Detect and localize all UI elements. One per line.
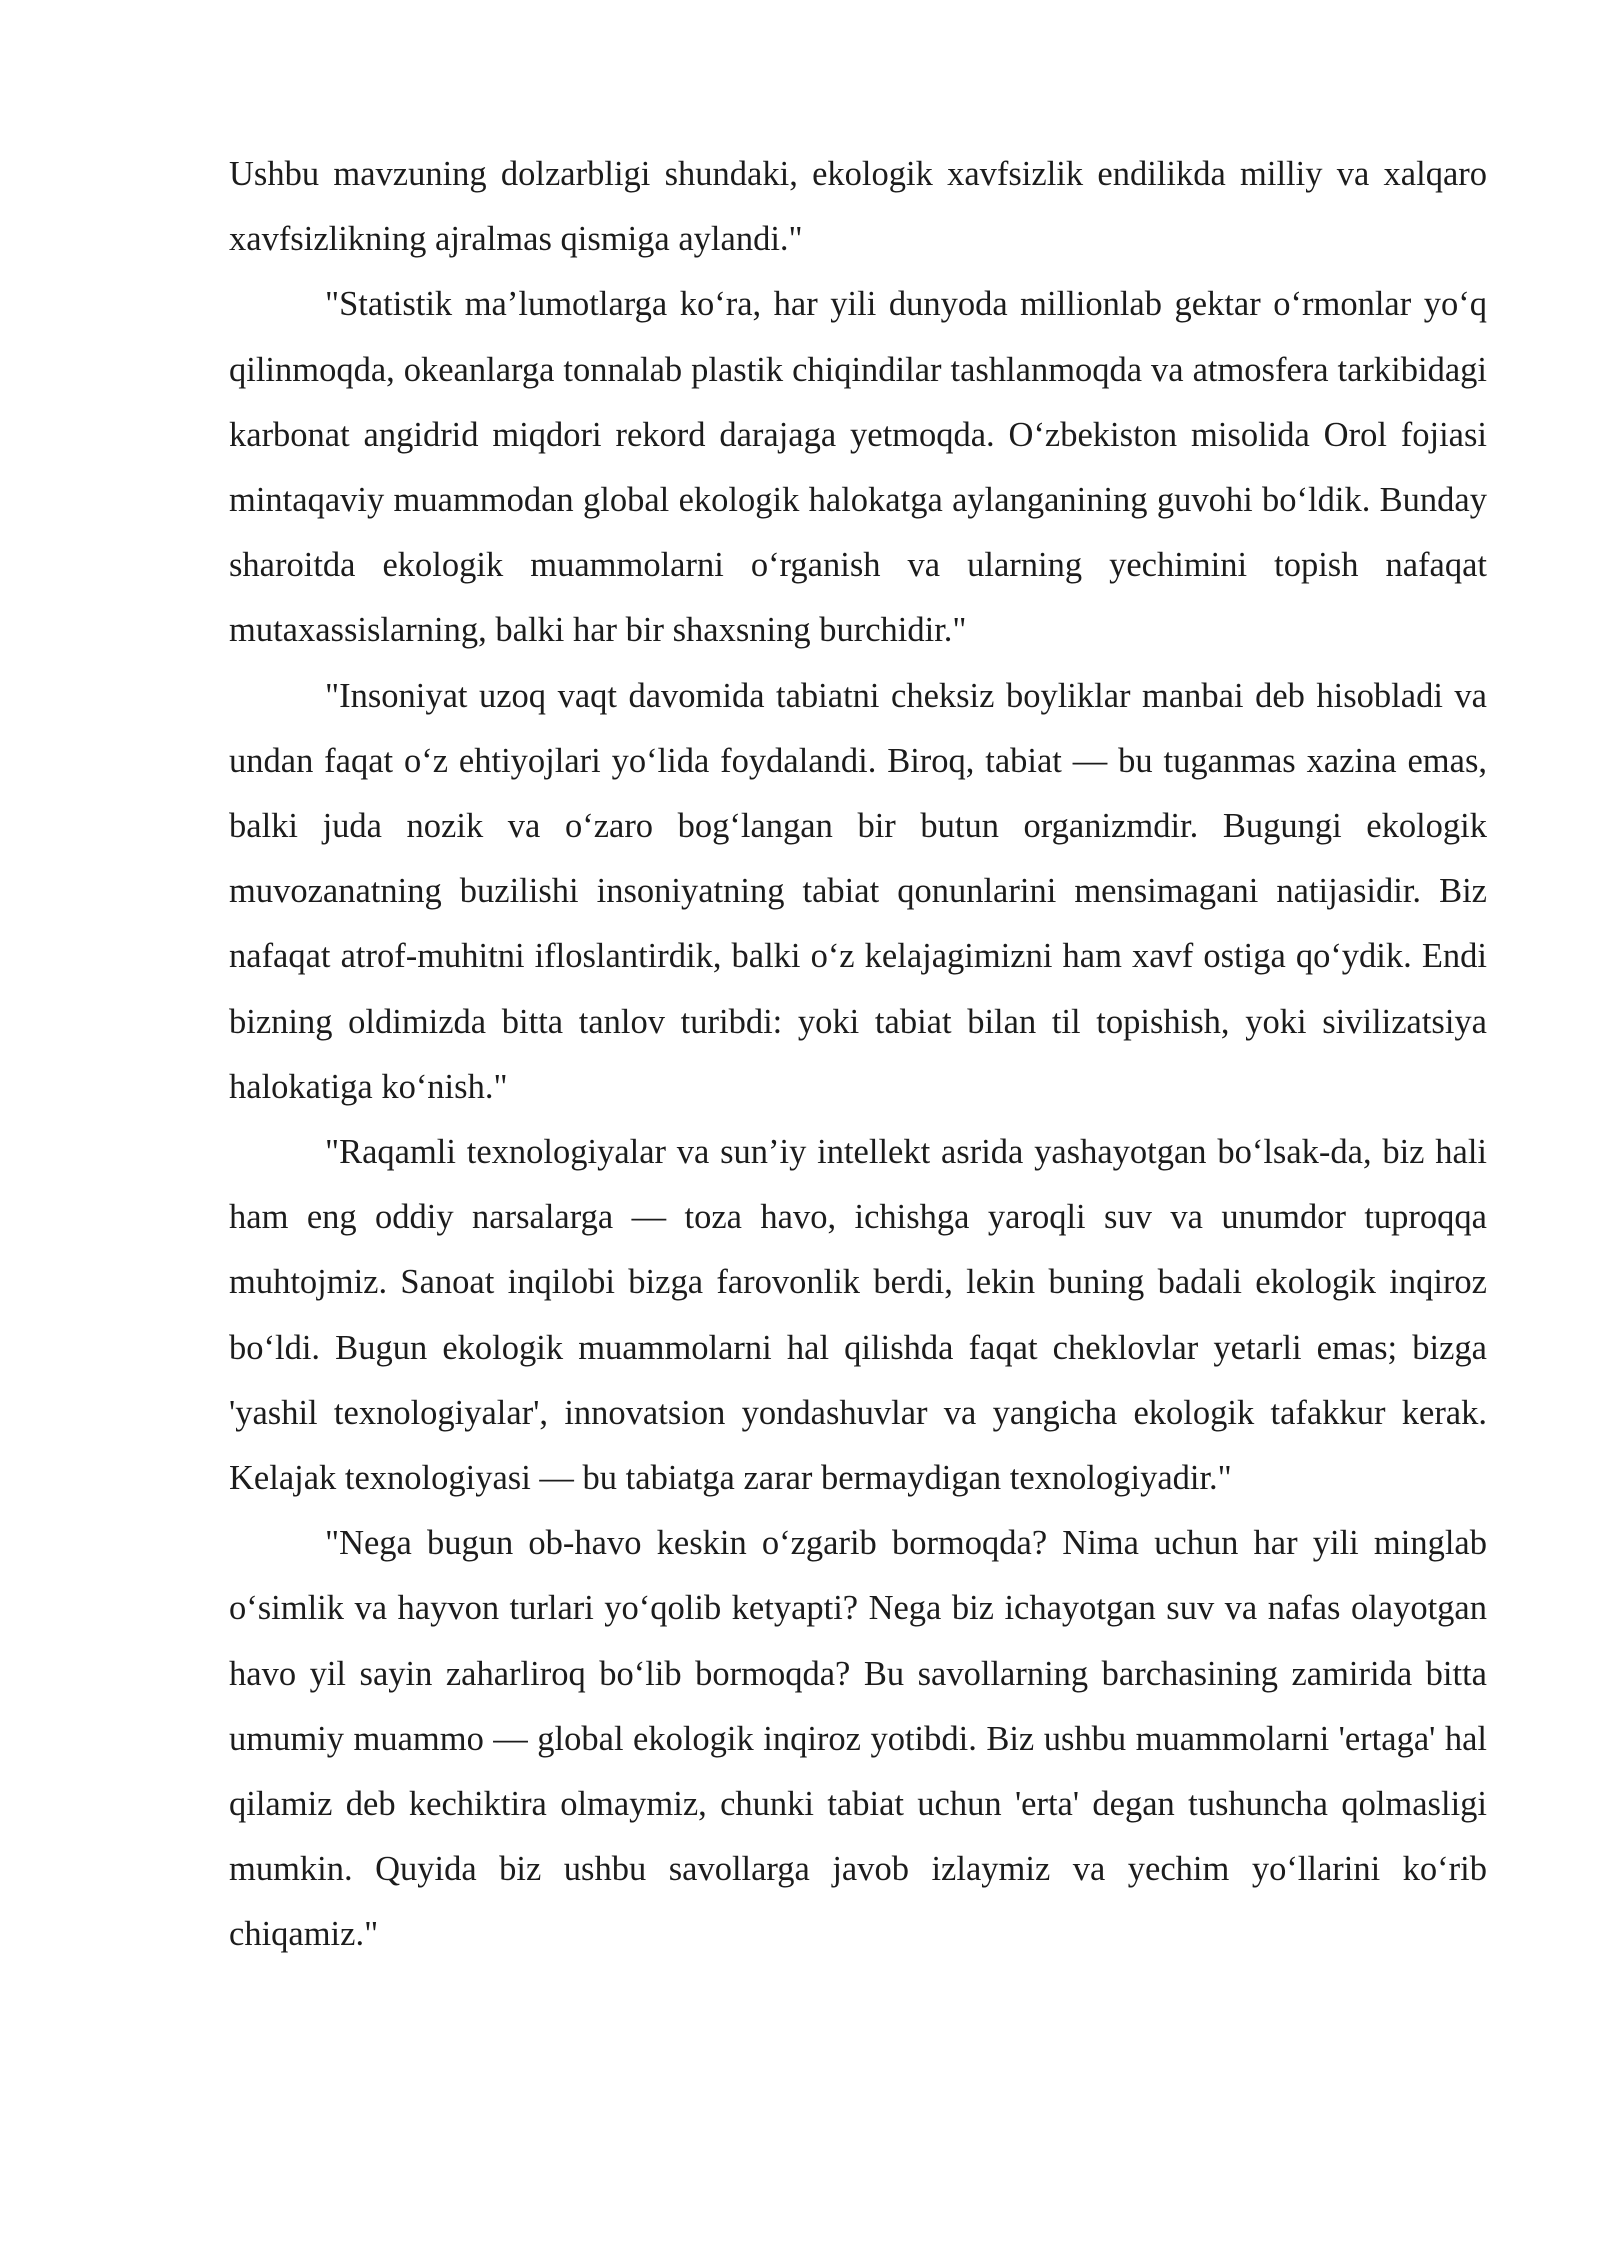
paragraph-nature: "Insoniyat uzoq vaqt davomida tabiatni cheksiz boyliklar manbai deb hisobladi va undan faqat o‘z ehtiyojlari yo‘lida foydalandi. Biroq, tabiat — bu tuganmas xazina emas, balki juda nozik va o‘zaro bog‘langan bir butun organizmdir. Bugungi ekologik muvozanatning buzilishi insoniyatning tabiat qonunlarini mensimagani natijasidir. Biz nafaqat atrof-muhitni ifloslantirdik, balki o‘z kelajagimizni ham xavf ostiga qo‘ydik. Endi bizning oldimizda bitta tanlov turibdi: yoki tabiat bilan til topishish, yoki sivilizatsiya halokatiga ko‘nish." [229,676,1487,1106]
paragraph-technology: "Raqamli texnologiyalar va sun’iy intellekt asrida yashayotgan bo‘lsak-da, biz hali ham eng oddiy narsalarga — toza havo, ichishga yaroqli suv va unumdor tuproqqa muhtojmiz. Sanoat inqilobi bizga farovonlik berdi, lekin buning badali ekologik inqiroz bo‘ldi. Bugun ekologik muammolarni hal qilishda faqat cheklovlar yetarli emas; bizga 'yashil texnologiyalar', innovatsion yondashuvlar va yangicha ekologik tafakkur kerak. Kelajak texnologiyasi — bu tabiatga zarar bermaydigan texnologiyadir." [229,1133,1487,1498]
document-body [229,142,1487,1968]
paragraph-questions: "Nega bugun ob-havo keskin o‘zgarib bormoqda? Nima uchun har yili minglab o‘simlik va hayvon turlari yo‘qolib ketyapti? Nega biz ichayotgan suv va nafas olayotgan havo yil sayin zaharliroq bo‘lib bormoqda? Bu savollarning barchasining zamirida bitta umumiy muammo — global ekologik inqiroz yotibdi. Biz ushbu muammolarni 'ertaga' hal qilamiz deb kechiktira olmaymiz, chunki tabiat uchun 'erta' degan tushuncha qolmasligi mumkin. Quyida biz ushbu savollarga javob izlaymiz va yechim yo‘llarini ko‘rib chiqamiz." [229,1524,1487,1954]
paragraph-statistics: "Statistik ma’lumotlarga ko‘ra, har yili dunyoda millionlab gektar o‘rmonlar yo‘q qilinmoqda, okeanlarga tonnalab plastik chiqindilar tashlanmoqda va atmosfera tarkibidagi karbonat angidrid miqdori rekord darajaga yetmoqda. O‘zbekiston misolida Orol fojiasi mintaqaviy muammodan global ekologik halokatga aylanganining guvohi bo‘ldik. Bunday sharoitda ekologik muammolarni o‘rganish va ularning yechimini topish nafaqat mutaxassislarning, balki har bir shaxsning burchidir." [229,285,1487,650]
paragraph-continuation: Ushbu mavzuning dolzarbligi shundaki, ekologik xavfsizlik endilikda milliy va xalqaro xavfsizlikning ajralmas qismiga aylandi." [229,155,1487,259]
